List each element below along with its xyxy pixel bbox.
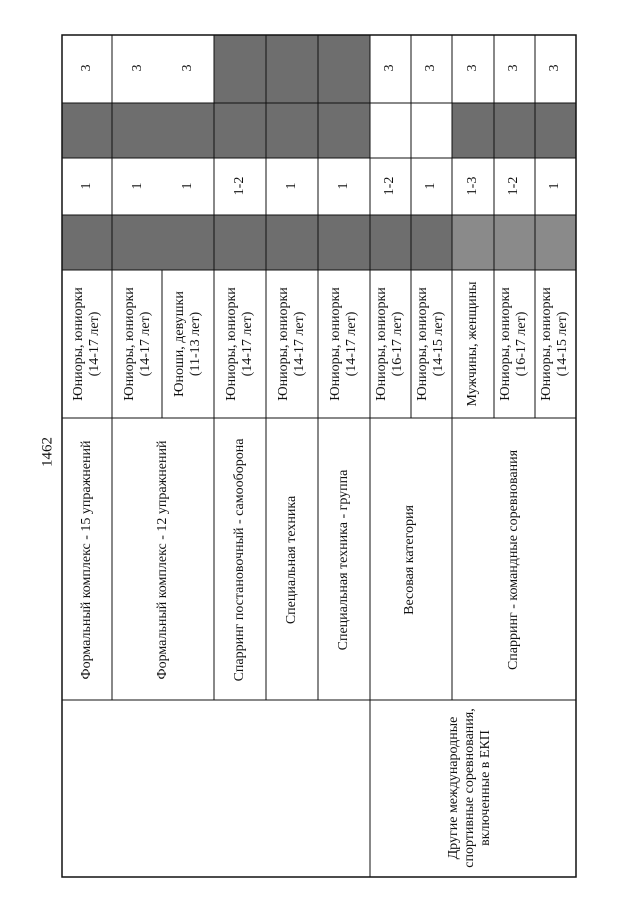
- age-group-line: Юниоры, юниорки: [415, 287, 430, 401]
- event-title-line: Другие международные: [446, 716, 461, 860]
- age-group-text: [122, 287, 154, 401]
- count-value-line: 3: [465, 64, 480, 72]
- count-value-text: [506, 65, 522, 72]
- count-value-text: [79, 65, 95, 72]
- places-value-text: [130, 183, 146, 190]
- discipline-label-line: Спарринг постановочный - самооборона: [232, 438, 247, 682]
- age-group-text: [276, 287, 308, 401]
- count-value-line: 3: [382, 64, 397, 72]
- places-value-text: [423, 183, 439, 190]
- age-group-line: Юниоры, юниорки: [539, 287, 554, 401]
- count-value-text: [465, 65, 481, 72]
- discipline-label-text: [336, 470, 352, 651]
- places-value-line: 1: [423, 182, 438, 190]
- places-value-line: 1: [79, 182, 94, 190]
- age-group-line: (14-17 лет): [292, 311, 307, 377]
- discipline-label-text: [284, 496, 300, 624]
- places-value-text: [284, 183, 300, 190]
- age-group-line: (16-17 лет): [514, 311, 529, 377]
- places-value-line: 1-2: [382, 176, 397, 196]
- age-group-line: (14-17 лет): [240, 311, 255, 377]
- age-group-line: (11-13 лет): [188, 311, 203, 377]
- age-group-line: (16-17 лет): [390, 311, 405, 377]
- places-value-line: 1-2: [232, 176, 247, 196]
- age-group-line: (14-15 лет): [555, 311, 570, 377]
- discipline-label-text: [232, 439, 248, 682]
- age-group-text: [539, 287, 571, 401]
- age-group-text: [415, 287, 447, 401]
- count-value-line: 3: [547, 64, 562, 72]
- age-group-line: Юниоры, юниорки: [328, 287, 343, 401]
- discipline-label-text: [79, 441, 95, 680]
- places-value-text: [336, 183, 352, 190]
- age-group-text: [71, 287, 103, 401]
- age-group-line: Юниоры, юниорки: [122, 287, 137, 401]
- count-value-line: 3: [506, 64, 521, 72]
- age-group-line: (14-17 лет): [87, 311, 102, 377]
- age-group-text: [465, 281, 481, 406]
- age-group-line: (14-17 лет): [344, 311, 359, 377]
- count-value-text: [423, 65, 439, 72]
- age-group-line: (14-17 лет): [138, 311, 153, 377]
- places-value-text: [465, 177, 481, 196]
- places-value-text: [547, 183, 563, 190]
- age-group-line: (14-15 лет): [431, 311, 446, 377]
- count-value-text: [547, 65, 563, 72]
- age-group-line: Юниоры, юниорки: [374, 287, 389, 401]
- places-value-line: 1-2: [506, 176, 521, 196]
- places-value-line: 1: [180, 182, 195, 190]
- count-value-text: [130, 65, 146, 72]
- age-group-text: [224, 287, 256, 401]
- count-value-line: 3: [130, 64, 145, 72]
- age-group-line: Юниоры, юниорки: [224, 287, 239, 401]
- count-value-line: 3: [423, 64, 438, 72]
- age-group-text: [498, 287, 530, 401]
- places-value-line: 1: [130, 182, 145, 190]
- places-value-text: [382, 177, 398, 196]
- age-group-text: [374, 287, 406, 401]
- discipline-label-line: Формальный комплекс - 15 упражнений: [79, 440, 94, 680]
- discipline-label-text: [402, 505, 418, 615]
- count-value-text: [180, 65, 196, 72]
- discipline-label-text: [506, 450, 522, 670]
- discipline-label-text: [155, 441, 171, 680]
- event-title-line: включенные в ЕКП: [478, 730, 493, 846]
- discipline-label-line: Специальная техника - группа: [336, 469, 351, 651]
- places-value-line: 1: [284, 182, 299, 190]
- table-border: [62, 35, 576, 877]
- places-value-text: [79, 183, 95, 190]
- discipline-label-line: Специальная техника: [284, 495, 299, 625]
- age-group-line: Мужчины, женщины: [465, 281, 480, 407]
- page-number: 1462: [39, 437, 56, 467]
- discipline-label-line: Весовая категория: [402, 505, 417, 615]
- age-group-line: Юниоры, юниорки: [71, 287, 86, 401]
- places-value-line: 1: [336, 182, 351, 190]
- age-group-text: [328, 287, 360, 401]
- discipline-label-line: Формальный комплекс - 12 упражнений: [155, 440, 170, 680]
- event-title-text: [446, 708, 494, 867]
- count-value-text: [382, 65, 398, 72]
- count-value-line: 3: [180, 64, 195, 72]
- count-value-line: 3: [79, 64, 94, 72]
- age-group-line: Юноши, девушки: [172, 291, 187, 397]
- age-group-line: Юниоры, юниорки: [498, 287, 513, 401]
- event-title-line: спортивные соревнования,: [462, 708, 477, 868]
- places-value-text: [506, 177, 522, 196]
- places-value-text: [180, 183, 196, 190]
- places-value-line: 1-3: [465, 176, 480, 196]
- places-value-text: [232, 177, 248, 196]
- age-group-line: Юниоры, юниорки: [276, 287, 291, 401]
- discipline-label-line: Спарринг - командные соревнования: [506, 449, 521, 671]
- age-group-text: [172, 291, 204, 397]
- places-value-line: 1: [547, 182, 562, 190]
